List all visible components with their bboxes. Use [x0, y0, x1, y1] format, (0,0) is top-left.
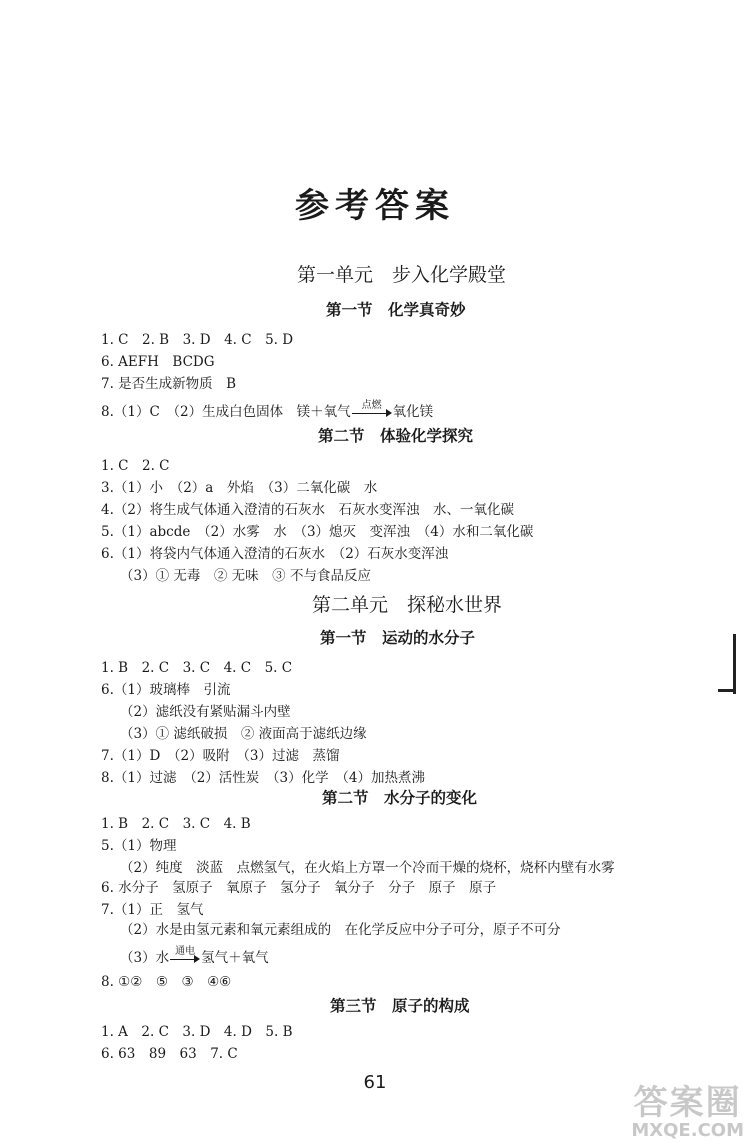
- watermark: [631, 1083, 744, 1141]
- equation-right: 氧化镁: [392, 404, 434, 420]
- equation-left: （3）水: [120, 950, 170, 966]
- answer-line: 1. B 2. C 3. C 4. C 5. C: [101, 660, 293, 676]
- answer-line: （2）滤纸没有紧贴漏斗内壁: [120, 704, 291, 720]
- answer-line-equation: [120, 946, 269, 966]
- answer-line: 1. B 2. C 3. C 4. B: [101, 816, 251, 832]
- reaction-condition: 点燃: [361, 399, 382, 411]
- answer-line: 3.（1）小 （2）a 外焰 （3）二氧化碳 水: [101, 480, 378, 496]
- reaction-condition: 通电: [175, 945, 196, 957]
- answer-line: 5.（1）abcde （2）水雾 水 （3）熄灭 变浑浊 （4）水和二氧化碳: [101, 524, 534, 540]
- answer-line: 1. C 2. C: [101, 458, 170, 474]
- section-heading: 第一节 化学真奇妙: [326, 300, 466, 319]
- answer-line: 6. AEFH BCDG: [101, 354, 215, 370]
- unit-heading-1: 第一单元 步入化学殿堂: [297, 264, 507, 286]
- equation-right: 氢气＋氧气: [201, 950, 269, 966]
- answer-line: 7.（1）D （2）吸附 （3）过滤 蒸馏: [101, 748, 340, 764]
- answer-line: 6.（1）玻璃棒 引流: [101, 682, 231, 698]
- answer-line: （3）① 滤纸破损 ② 液面高于滤纸边缘: [120, 726, 367, 742]
- page-number: 61: [363, 1072, 387, 1093]
- answer-line: 6. 水分子 氢原子 氧原子 氢分子 氧分子 分子 原子 原子: [101, 880, 497, 896]
- page-title: 参考答案: [295, 186, 455, 226]
- watermark-url: MXQE.COM: [631, 1120, 744, 1141]
- equation-left: 8.（1）C （2）生成白色固体 镁＋氧气: [101, 404, 351, 420]
- reaction-arrow-icon: [352, 399, 392, 418]
- section-heading: 第二节 水分子的变化: [322, 788, 478, 807]
- margin-bracket-mark: [733, 634, 736, 694]
- answer-line: 1. C 2. B 3. D 4. C 5. D: [101, 332, 294, 348]
- section-heading: 第一节 运动的水分子: [320, 628, 476, 647]
- margin-bracket-mark: [718, 689, 736, 692]
- section-heading: 第三节 原子的构成: [330, 996, 470, 1015]
- answer-line: （3）① 无毒 ② 无味 ③ 不与食品反应: [120, 568, 371, 584]
- answer-line: 7. 是否生成新物质 B: [101, 376, 237, 392]
- answer-line: 1. A 2. C 3. D 4. D 5. B: [101, 1024, 293, 1040]
- answer-line: 8. ①② ⑤ ③ ④⑥: [101, 974, 232, 990]
- answer-line: （2）纯度 淡蓝 点燃氢气，在火焰上方罩一个冷而干燥的烧杯，烧杯内壁有水雾: [120, 860, 615, 876]
- unit-heading-2: 第二单元 探秘水世界: [312, 594, 503, 616]
- answer-line: 7.（1）正 氢气: [101, 902, 204, 918]
- answer-line: 8.（1）过滤 （2）活性炭 （3）化学 （4）加热煮沸: [101, 770, 425, 786]
- watermark-logo-text: 答案圈: [633, 1083, 742, 1123]
- answer-line-equation: [101, 400, 433, 420]
- answer-line: 5.（1）物理: [101, 838, 177, 854]
- answer-line: 4.（2）将生成气体通入澄清的石灰水 石灰水变浑浊 水、一氧化碳: [101, 502, 514, 518]
- answer-line: 6. 63 89 63 7. C: [101, 1046, 238, 1062]
- answer-line: 6.（1）将袋内气体通入澄清的石灰水 （2）石灰水变浑浊: [101, 546, 449, 562]
- reaction-arrow-icon: [170, 945, 200, 964]
- section-heading: 第二节 体验化学探究: [318, 426, 474, 445]
- answer-line: （2）水是由氢元素和氧元素组成的 在化学反应中分子可分，原子不可分: [120, 922, 561, 938]
